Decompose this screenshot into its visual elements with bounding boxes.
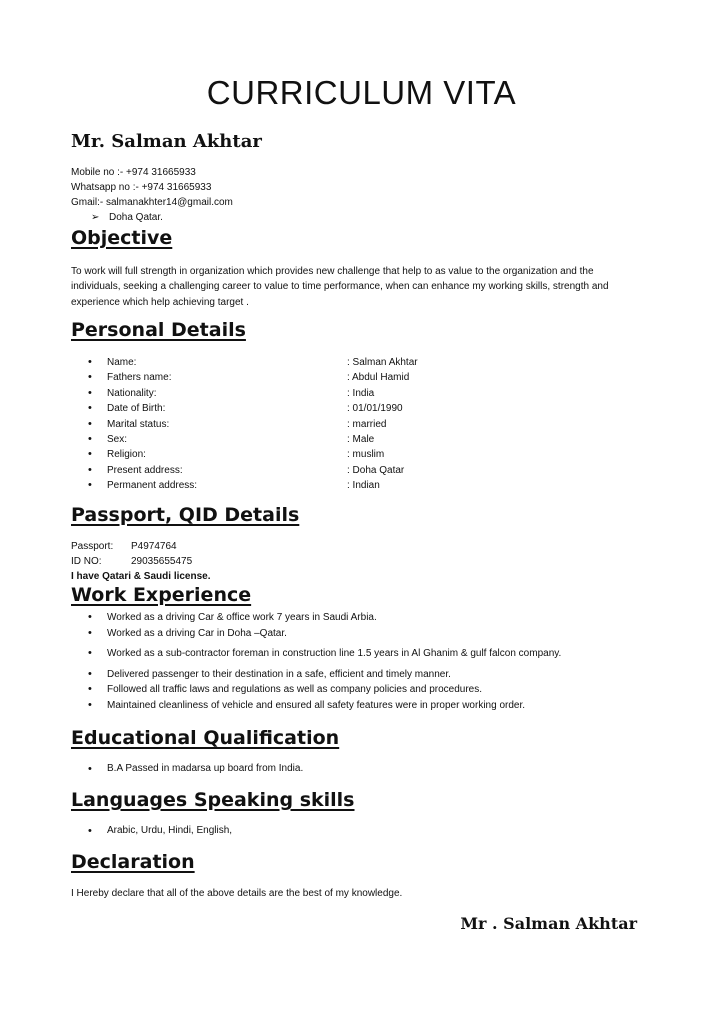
list-item: • Sex: : Male xyxy=(71,432,418,447)
list-item: • Worked as a driving Car in Doha –Qatar. xyxy=(71,626,561,642)
declaration-text: I Hereby declare that all of the above details are the best of my knowledge. xyxy=(71,888,403,899)
list-item: • Permanent address: : Indian xyxy=(71,478,418,493)
list-item: • Present address: : Doha Qatar xyxy=(71,463,418,478)
list-item: • Worked as a sub-contractor foreman in construction line 1.5 years in Al Ghanim & gulf falcon company. xyxy=(71,646,561,662)
location-text: Doha Qatar. xyxy=(109,212,163,223)
languages-heading: Languages Speaking skills xyxy=(71,789,355,811)
list-item: • Followed all traffic laws and regulations as well as company policies and procedures. xyxy=(71,682,561,698)
list-item: • Date of Birth: : 01/01/1990 xyxy=(71,401,418,416)
arrow-bullet-icon: ➢ xyxy=(91,212,100,223)
email-address: Gmail:- salmanakhter14@gmail.com xyxy=(71,197,233,208)
list-item: • Nationality: : India xyxy=(71,386,418,401)
whatsapp-number: Whatsapp no :- +974 31665933 xyxy=(71,182,212,193)
list-item: • Arabic, Urdu, Hindi, English, xyxy=(71,825,232,836)
list-item: • Fathers name: : Abdul Hamid xyxy=(71,370,418,385)
candidate-name: Mr. Salman Akhtar xyxy=(71,131,262,152)
objective-text: To work will full strength in organization which provides new challenge that help to as value to the organization and the individuals, seeking a challenging career to value to time performance, when can enhance my working skills, strength and experience which help achieving target . xyxy=(71,266,609,308)
education-list xyxy=(71,763,303,774)
objective-heading: Objective xyxy=(71,227,173,249)
passport-block xyxy=(71,539,211,584)
education-heading: Educational Qualification xyxy=(71,727,340,749)
document-title: CURRICULUM VITA xyxy=(206,74,517,111)
personal-details-list xyxy=(71,355,418,494)
list-item: • Worked as a driving Car & office work 7 years in Saudi Arbia. xyxy=(71,610,561,626)
list-item: • Name: : Salman Akhtar xyxy=(71,355,418,370)
work-experience-heading: Work Experience xyxy=(71,584,252,606)
signature-name: Mr . Salman Akhtar xyxy=(460,914,637,933)
languages-list xyxy=(71,825,232,836)
id-row: ID NO: 29035655475 xyxy=(71,556,193,567)
passport-row: Passport: P4974764 xyxy=(71,541,177,552)
personal-details-heading: Personal Details xyxy=(71,319,246,341)
location-line xyxy=(71,210,233,225)
list-item: • Marital status: : married xyxy=(71,417,418,432)
list-item: • Maintained cleanliness of vehicle and ensured all safety features were in proper working order. xyxy=(71,698,561,714)
list-item: • Delivered passenger to their destination in a safe, efficient and timely manner. xyxy=(71,667,561,683)
declaration-heading: Declaration xyxy=(71,851,195,873)
list-item: • Religion: : muslim xyxy=(71,447,418,462)
list-item: • B.A Passed in madarsa up board from India. xyxy=(71,763,303,774)
contact-block xyxy=(71,165,233,225)
passport-heading: Passport, QID Details xyxy=(71,504,300,526)
mobile-number: Mobile no :- +974 31665933 xyxy=(71,167,196,178)
work-experience-list xyxy=(71,610,561,713)
license-note: I have Qatari & Saudi license. xyxy=(71,571,211,582)
